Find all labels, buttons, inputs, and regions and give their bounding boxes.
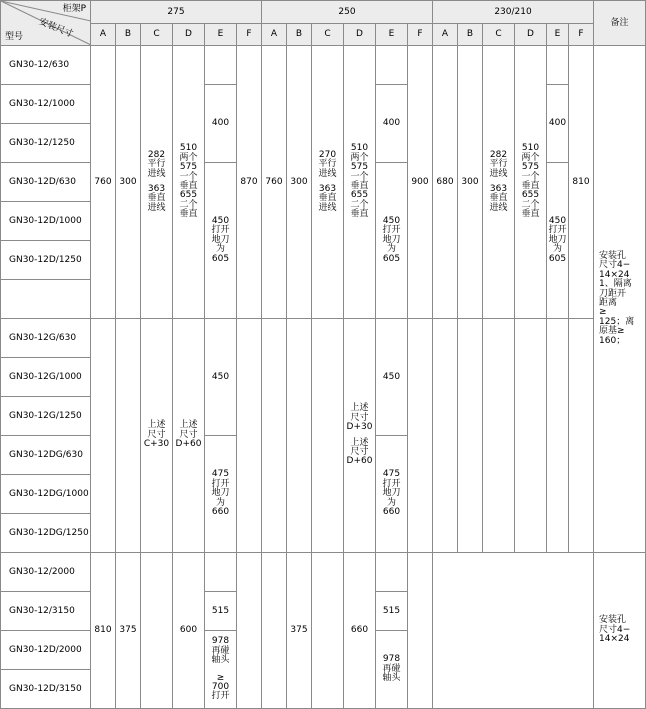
v: 进线	[147, 202, 166, 213]
table-row: GN30-12/3150	[1, 592, 91, 631]
v: 打开	[382, 478, 401, 489]
v: 打开	[548, 225, 567, 236]
cell-250-B-top: 300	[287, 46, 312, 319]
cell-250-C-top	[312, 46, 344, 319]
col-230-C: C	[483, 23, 515, 46]
cell-250-D-top	[344, 46, 376, 319]
corner-diag-label: 安装尺寸	[37, 17, 75, 40]
cell-250-F-mid	[408, 319, 433, 553]
col-275-A: A	[91, 23, 116, 46]
cell-250-F-top: 900	[408, 46, 433, 319]
v: 为	[215, 497, 225, 508]
cell-250-B-mid	[287, 319, 312, 553]
col-275-E: E	[205, 23, 237, 46]
cell-275-E-450-stack	[205, 217, 236, 264]
v: 上述	[350, 403, 369, 414]
col-230-E: E	[547, 23, 569, 46]
v: 平行	[489, 159, 508, 170]
cell-250-D-top-stack	[344, 144, 375, 220]
v: 二个	[350, 199, 369, 210]
cell-275-B-low: 375	[116, 553, 141, 709]
cell-250-C-top-stack	[312, 151, 343, 214]
v: 垂直	[521, 181, 540, 191]
cell-250-E-bot-475	[376, 436, 408, 553]
cell-250-E-400: 400	[376, 85, 408, 163]
col-230-A: A	[433, 23, 458, 46]
v: 510	[179, 143, 198, 154]
cell-275-C-bot	[141, 319, 173, 553]
v: 安装孔	[599, 615, 627, 626]
v: 垂直	[350, 209, 369, 220]
v: 打开	[382, 225, 401, 236]
cell-275-E-r1	[205, 46, 237, 85]
cell-275-A-low: 810	[91, 553, 116, 709]
cell-250-E-low-515: 515	[376, 592, 408, 631]
col-250-B: B	[287, 23, 312, 46]
v: 363	[318, 184, 337, 194]
cell-275-D-bot	[173, 319, 205, 553]
cell-275-B-top: 300	[116, 46, 141, 319]
cell-275-D-low: 600	[173, 553, 205, 709]
v: 进线	[318, 168, 337, 179]
group-header-250: 250	[262, 1, 433, 24]
v: 上述	[179, 420, 198, 431]
v: 垂直	[147, 193, 166, 204]
v: 363	[489, 184, 508, 194]
remark-bottom-stack	[596, 616, 643, 644]
v: 660	[211, 507, 230, 518]
col-275-C: C	[141, 23, 173, 46]
v: 上述	[350, 437, 369, 448]
cell-275-E-400: 400	[205, 85, 237, 163]
v: 一个	[179, 171, 198, 182]
table-row: GN30-12D/2000	[1, 631, 91, 670]
v: 一个	[350, 171, 369, 182]
cell-250-E-450-stack	[376, 217, 407, 264]
col-275-B: B	[116, 23, 141, 46]
v: 进线	[489, 168, 508, 179]
v: 363	[147, 184, 166, 194]
v: 14×24	[599, 634, 630, 645]
table-row: GN30-12DG/1000	[1, 475, 91, 514]
v: 510	[521, 143, 540, 154]
v: 978	[382, 654, 401, 665]
cell-230-C-mid	[483, 319, 515, 553]
corner-model-label: 型号	[5, 31, 24, 42]
v: 为	[215, 244, 225, 255]
cell-275-C-low	[141, 553, 173, 709]
v: 打开	[211, 225, 230, 236]
v: 125；离	[599, 316, 635, 327]
v: 进线	[147, 168, 166, 179]
cell-250-E-450	[376, 163, 408, 319]
v: 打开	[211, 691, 230, 702]
v: 进线	[318, 202, 337, 213]
v: D+60	[175, 439, 202, 450]
cell-275-E-bot-475-stack	[205, 470, 236, 517]
v: 垂直	[489, 193, 508, 204]
table-row: GN30-12G/630	[1, 319, 91, 358]
col-250-D: D	[344, 23, 376, 46]
cell-250-E-bot-450: 450	[376, 319, 408, 436]
col-275-D: D	[173, 23, 205, 46]
cell-250-F-low-stack	[376, 655, 407, 683]
cell-275-D-top	[173, 46, 205, 319]
cell-275-E-low-515: 515	[205, 592, 237, 631]
v: 轴头	[211, 655, 230, 666]
cell-250-D-bot	[344, 319, 376, 553]
cell-250-E-bot-475-stack	[376, 470, 407, 517]
v: 二个	[179, 199, 198, 210]
v: 地刀	[211, 488, 230, 499]
corner-header	[1, 1, 91, 46]
v: 平行	[318, 159, 337, 170]
cell-230-E-400: 400	[547, 85, 569, 163]
table-row: GN30-12/1250	[1, 124, 91, 163]
cell-250-A-top: 760	[262, 46, 287, 319]
col-275-F: F	[237, 23, 262, 46]
v: 尺寸	[350, 446, 369, 457]
v: 地刀	[382, 488, 401, 499]
cell-250-F-low	[376, 631, 408, 709]
v: 轴头	[382, 673, 401, 684]
v: 270	[318, 149, 337, 160]
table-row: GN30-12G/1250	[1, 397, 91, 436]
col-250-A: A	[262, 23, 287, 46]
col-230-D: D	[515, 23, 547, 46]
v: 再碰	[211, 645, 230, 656]
cell-275-D-top-stack	[173, 144, 204, 220]
table-row: GN30-12G/1000	[1, 358, 91, 397]
cell-230-A-top: 680	[433, 46, 458, 319]
v: 两个	[521, 152, 540, 163]
col-250-F: F	[408, 23, 433, 46]
cell-250-D-bot-stack	[344, 404, 375, 467]
cell-275-F-mid	[237, 319, 262, 553]
col-230-F: F	[569, 23, 594, 46]
v: 475	[382, 469, 401, 480]
cell-275-F-low	[205, 631, 237, 709]
cell-230-C-top-stack	[483, 151, 514, 214]
cell-250-E-low-blank	[376, 553, 408, 592]
v: 尺寸	[147, 429, 166, 440]
v: 为	[552, 244, 562, 255]
cell-275-D-bot-stack	[173, 421, 204, 449]
v: 700	[211, 681, 230, 692]
v: 605	[382, 253, 401, 264]
cell-250-D-low: 660	[344, 553, 376, 709]
col-250-E: E	[376, 23, 408, 46]
cell-275-E-450	[205, 163, 237, 319]
v: 安装孔	[599, 250, 627, 261]
cell-250-C-mid	[312, 319, 344, 553]
remark-bottom	[594, 553, 646, 709]
v: 一个	[521, 171, 540, 182]
v: 尺寸	[350, 412, 369, 423]
v: 605	[211, 253, 230, 264]
v: 刀距开	[599, 288, 627, 299]
cell-250-A-low	[262, 553, 287, 709]
v: 尺寸4−	[599, 260, 631, 271]
cell-230-D-top-stack	[515, 144, 546, 220]
v: 地刀	[548, 234, 567, 245]
v: C+30	[143, 439, 170, 450]
table-row: GN30-12D/1250	[1, 241, 91, 280]
table-row: GN30-12D/1000	[1, 202, 91, 241]
cell-275-C-top	[141, 46, 173, 319]
v: 1、隔离	[599, 279, 632, 290]
cell-275-F-top: 870	[237, 46, 262, 319]
remark-header: 备注	[594, 1, 646, 46]
cell-250-B-low: 375	[287, 553, 312, 709]
group-header-230-210: 230/210	[433, 1, 594, 24]
cell-230-A-mid	[433, 319, 458, 553]
v: 垂直	[318, 193, 337, 204]
v: 978	[211, 636, 230, 647]
v: 距离	[599, 298, 618, 308]
v: 575	[521, 162, 540, 173]
v: 平行	[147, 159, 166, 170]
v: 垂直	[179, 209, 198, 220]
v: 655	[179, 190, 198, 201]
v: 进线	[489, 202, 508, 213]
v: 原基≥	[599, 326, 625, 337]
cell-250-E-r1	[376, 46, 408, 85]
v: 575	[179, 162, 198, 173]
table-row: GN30-12DG/630	[1, 436, 91, 475]
v: D+30	[346, 422, 373, 433]
cell-275-F-low-stack	[205, 637, 236, 702]
table-row: GN30-12/630	[1, 46, 91, 85]
v: 二个	[521, 199, 540, 210]
v: 地刀	[382, 234, 401, 245]
cell-230-C-top	[483, 46, 515, 319]
v: 14×24	[599, 269, 630, 280]
group-header-275: 275	[91, 1, 262, 24]
col-230-B: B	[458, 23, 483, 46]
table-row: GN30-12DG/1250	[1, 514, 91, 553]
v: 475	[211, 469, 230, 480]
cell-275-F-low-blank	[237, 553, 262, 709]
v: 450	[211, 215, 230, 226]
v: 160；	[599, 335, 626, 346]
v: 垂直	[521, 209, 540, 220]
v: 垂直	[179, 181, 198, 191]
table-row	[1, 280, 91, 319]
cell-230-E-r1	[547, 46, 569, 85]
v: 660	[382, 507, 401, 518]
cell-275-A-mid	[91, 319, 116, 553]
v: ≥	[599, 307, 607, 318]
v: 地刀	[211, 234, 230, 245]
v: 为	[386, 497, 396, 508]
table-row: GN30-12D/630	[1, 163, 91, 202]
cell-275-E-bot-475	[205, 436, 237, 553]
table-row: GN30-12/1000	[1, 85, 91, 124]
table-row: GN30-12/2000	[1, 553, 91, 592]
v: D+60	[346, 456, 373, 467]
v: 450	[548, 215, 567, 226]
v: 再碰	[382, 663, 401, 674]
cell-230-F-top: 810	[569, 46, 594, 319]
cell-230-E-450	[547, 163, 569, 319]
v: 尺寸4−	[599, 624, 631, 635]
v: 两个	[350, 152, 369, 163]
cell-230-E-450-stack	[547, 217, 568, 264]
cell-230-low-blank	[433, 553, 594, 709]
cell-230-D-top	[515, 46, 547, 319]
v: 为	[386, 244, 396, 255]
v: 垂直	[350, 181, 369, 191]
cell-230-E-mid	[547, 319, 569, 553]
remark-top-stack	[596, 252, 643, 346]
v: 282	[489, 149, 508, 160]
cell-275-C-top-stack	[141, 151, 172, 214]
cell-250-F-low-blank	[408, 553, 433, 709]
v: 尺寸	[179, 429, 198, 440]
v: 两个	[179, 152, 198, 163]
v: 510	[350, 143, 369, 154]
v: 282	[147, 149, 166, 160]
cell-250-A-mid	[262, 319, 287, 553]
v: 575	[350, 162, 369, 173]
cell-250-C-low	[312, 553, 344, 709]
v: 655	[350, 190, 369, 201]
v: 打开	[211, 478, 230, 489]
cell-230-B-mid	[458, 319, 483, 553]
col-250-C: C	[312, 23, 344, 46]
v: 605	[548, 253, 567, 264]
cell-230-D-mid	[515, 319, 547, 553]
v: ≥	[216, 672, 225, 683]
cell-275-A-top: 760	[91, 46, 116, 319]
cell-275-E-bot-450: 450	[205, 319, 237, 436]
cell-230-F-mid	[569, 319, 594, 553]
cell-275-B-mid	[116, 319, 141, 553]
v: 655	[521, 190, 540, 201]
cell-275-C-bot-stack	[141, 421, 172, 449]
corner-frame-label: 柜架P	[62, 4, 86, 14]
cell-230-B-top: 300	[458, 46, 483, 319]
v: 上述	[147, 420, 166, 431]
v: 450	[382, 215, 401, 226]
cell-275-E-low-blank	[205, 553, 237, 592]
table-row: GN30-12D/3150	[1, 670, 91, 709]
remark-top	[594, 46, 646, 553]
